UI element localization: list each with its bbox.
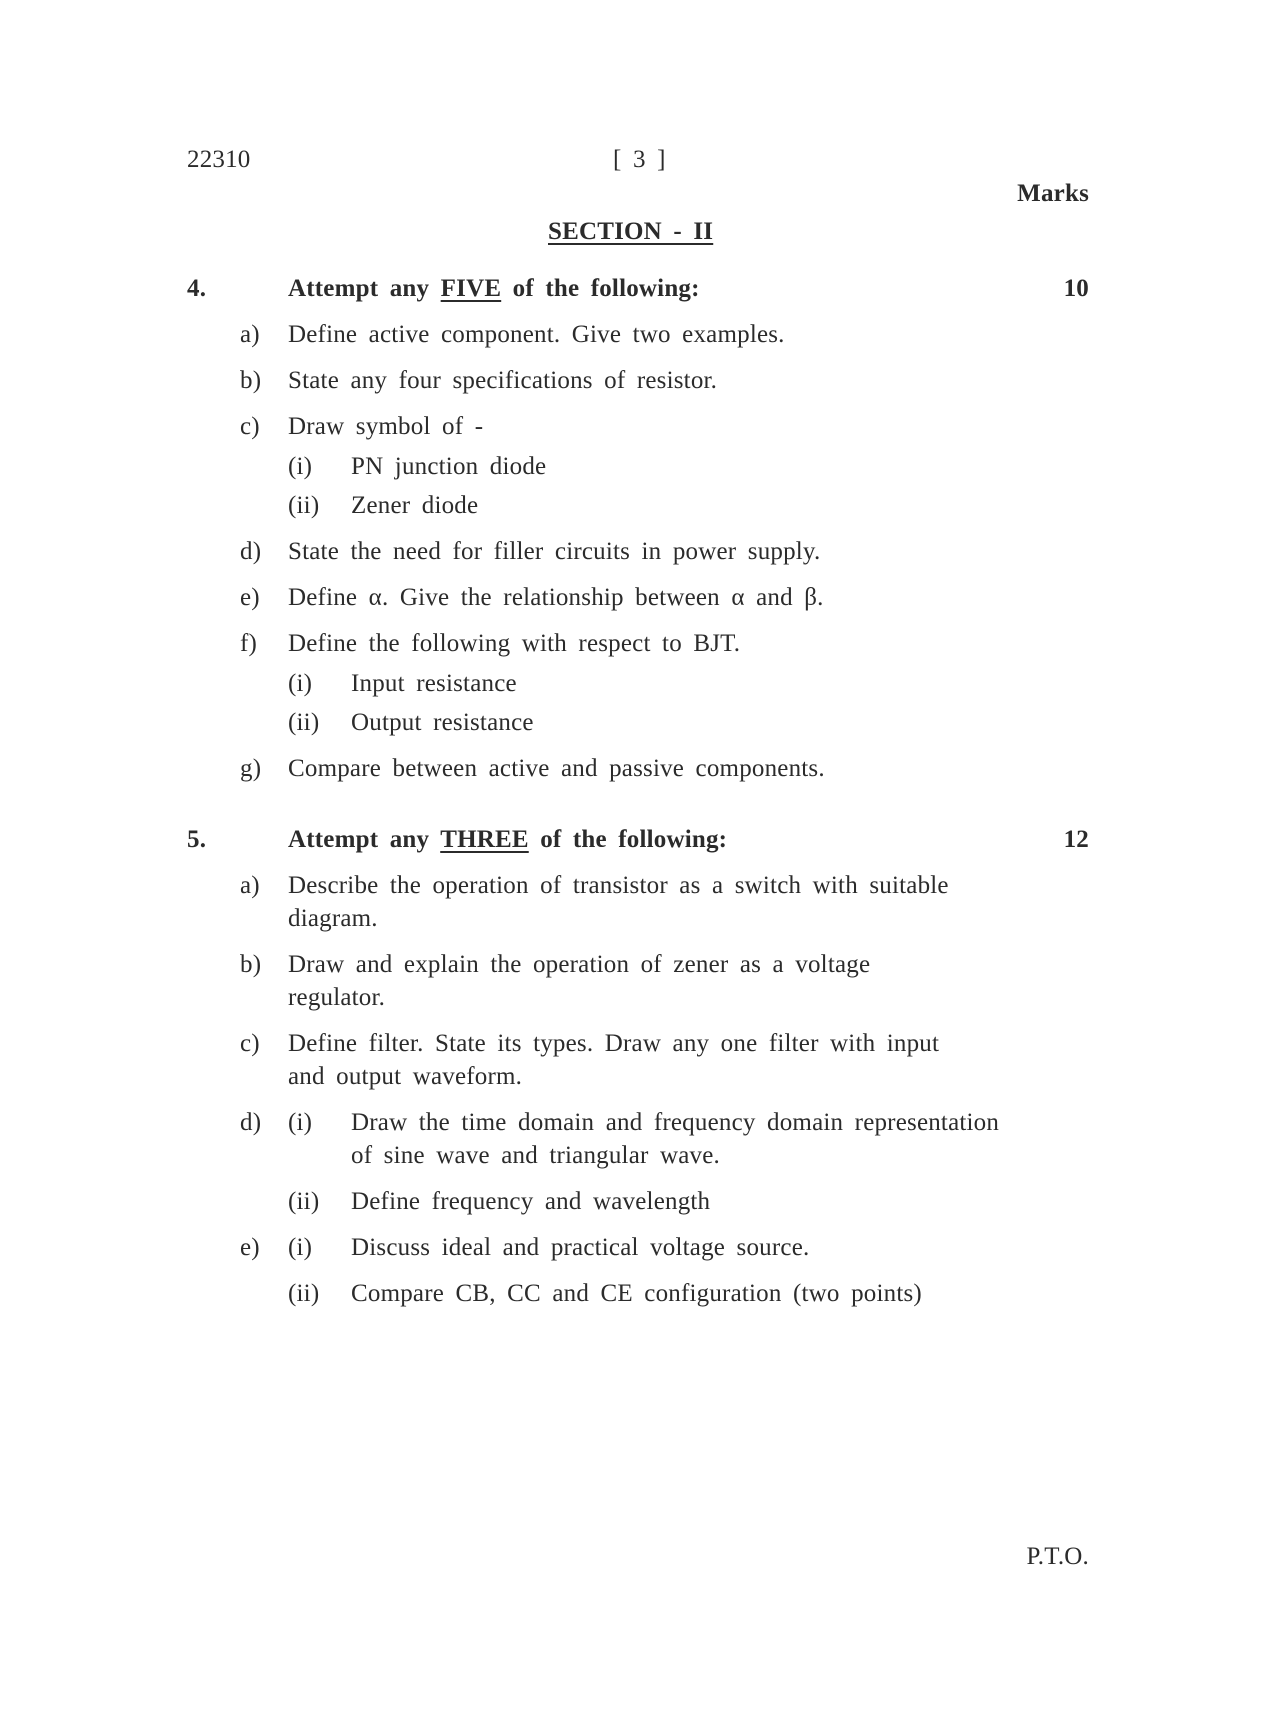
- item-text-line1: Describe the operation of transistor as a switch with suitable: [288, 872, 949, 899]
- instruction-suffix: of the following:: [512, 275, 700, 302]
- subitem-label: (ii): [288, 709, 320, 736]
- item-label: e): [240, 1234, 260, 1261]
- subitem-text: Compare CB, CC and CE configuration (two points): [351, 1280, 922, 1307]
- question-marks: 10: [1063, 275, 1089, 302]
- subitem-label: (i): [288, 453, 313, 480]
- subitem-label: (ii): [288, 492, 320, 519]
- page-number: [ 3 ]: [613, 146, 666, 173]
- subitem-text-line1: Draw the time domain and frequency domain representation: [351, 1109, 1000, 1136]
- subitem-label: (ii): [288, 1188, 320, 1215]
- pto-label: P.T.O.: [1026, 1543, 1089, 1570]
- item-text-line2: diagram.: [288, 905, 378, 932]
- instruction-suffix: of the following:: [540, 826, 728, 853]
- subitem-label: (i): [288, 1109, 313, 1136]
- item-label: f): [240, 630, 258, 657]
- item-text: Draw symbol of -: [288, 413, 484, 440]
- item-text: Define active component. Give two examples.: [288, 321, 785, 348]
- paper-code: 22310: [187, 146, 251, 173]
- instruction-prefix: Attempt any: [288, 826, 430, 853]
- marks-heading: Marks: [1017, 180, 1089, 207]
- instruction-keyword: FIVE: [440, 275, 502, 302]
- item-label: b): [240, 951, 262, 978]
- subitem-label: (i): [288, 1234, 313, 1261]
- item-label: b): [240, 367, 262, 394]
- question-number: 5.: [187, 826, 207, 853]
- item-text: Compare between active and passive components.: [288, 755, 825, 782]
- subitem-text: Input resistance: [351, 670, 517, 697]
- item-label: g): [240, 755, 262, 782]
- item-label: d): [240, 1109, 262, 1136]
- item-text-line2: regulator.: [288, 984, 386, 1011]
- item-label: e): [240, 584, 260, 611]
- subitem-text: Define frequency and wavelength: [351, 1188, 711, 1215]
- item-label: d): [240, 538, 262, 565]
- item-label: a): [240, 321, 260, 348]
- subitem-text: Zener diode: [351, 492, 479, 519]
- subitem-text: Output resistance: [351, 709, 534, 736]
- item-text: State any four specifications of resistor.: [288, 367, 718, 394]
- item-text: Define the following with respect to BJT.: [288, 630, 741, 657]
- item-label: c): [240, 413, 260, 440]
- item-text: Define α. Give the relationship between α and β.: [288, 584, 824, 611]
- item-label: c): [240, 1030, 260, 1057]
- question-marks: 12: [1063, 826, 1089, 853]
- subitem-text: Discuss ideal and practical voltage source.: [351, 1234, 810, 1261]
- subitem-label: (i): [288, 670, 313, 697]
- subitem-label: (ii): [288, 1280, 320, 1307]
- item-text-line2: and output waveform.: [288, 1063, 523, 1090]
- question-instruction: [288, 275, 700, 303]
- item-text-line1: Draw and explain the operation of zener as a voltage: [288, 951, 871, 978]
- item-text: State the need for filler circuits in power supply.: [288, 538, 821, 565]
- item-text-line1: Define filter. State its types. Draw any one filter with input: [288, 1030, 940, 1057]
- section-title: SECTION - II: [548, 218, 714, 245]
- instruction-prefix: Attempt any: [288, 275, 430, 302]
- question-number: 4.: [187, 275, 207, 302]
- item-label: a): [240, 872, 260, 899]
- instruction-keyword: THREE: [440, 826, 529, 853]
- subitem-text: PN junction diode: [351, 453, 547, 480]
- question-instruction: [288, 826, 727, 854]
- subitem-text-line2: of sine wave and triangular wave.: [351, 1142, 720, 1169]
